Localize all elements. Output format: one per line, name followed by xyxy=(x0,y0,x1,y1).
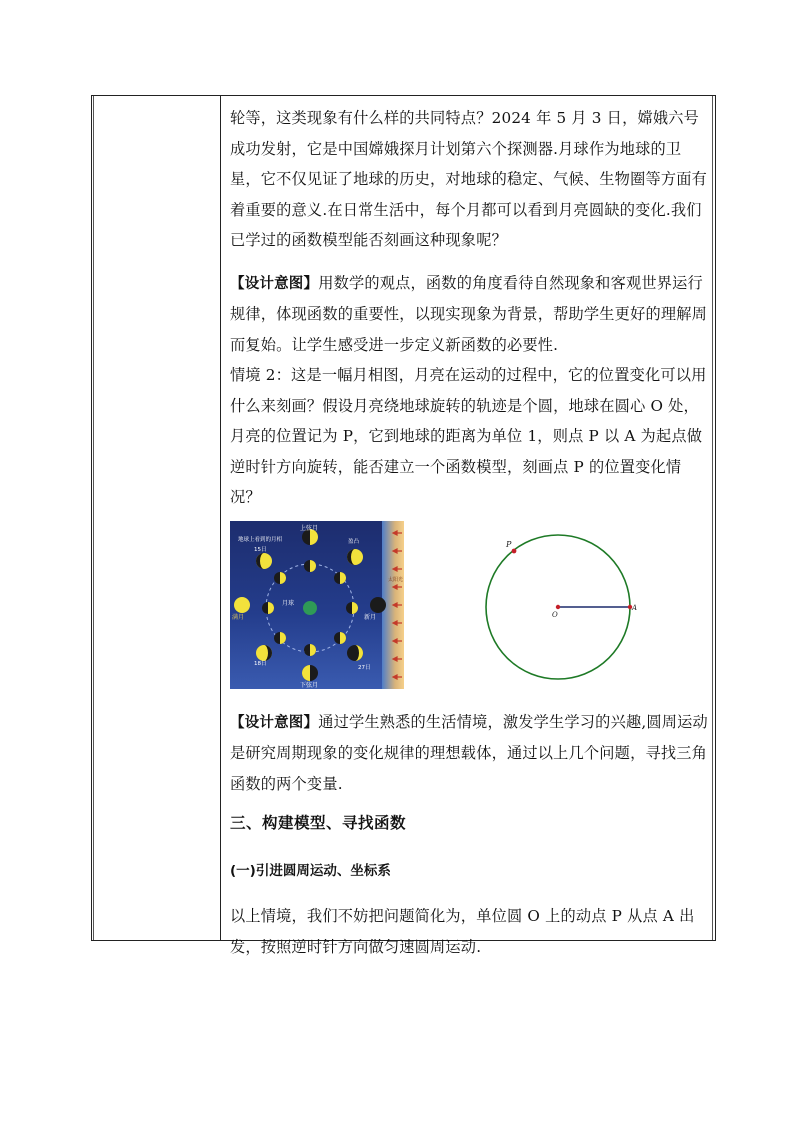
label-full-moon: 满月 xyxy=(232,613,245,621)
table-right-column xyxy=(222,96,715,956)
section-heading: 三、构建模型、寻找函数 xyxy=(230,814,407,832)
final-paragraph: 以上情境，我们不妨把问题简化为，单位圆 O 上的动点 P 从点 A 出发，按照逆时针方向做匀速圆周运动. xyxy=(230,907,695,956)
label-moon: 月球 xyxy=(282,599,295,607)
label-new-moon: 新月 xyxy=(364,613,377,621)
label-last-quarter: 下弦月 xyxy=(300,681,319,689)
new-moon-icon xyxy=(370,597,386,613)
label-a: A xyxy=(632,603,638,612)
subsection-heading: (一)引进圆周运动、坐标系 xyxy=(230,863,391,879)
label-day-15: 15日 xyxy=(254,546,267,553)
design-intent-text: 用数学的观点，函数的角度看待自然现象和客观世界运行规律，体现函数的重要性，以现实现象为背景，帮助学生更好的理解周而复始。让学生感受进一步定义新函数的必要性. xyxy=(230,273,708,354)
figures-row xyxy=(230,521,709,697)
label-sunlight: 太阳光 xyxy=(388,576,404,583)
content-table xyxy=(91,95,716,956)
design-intent-paragraph-1 xyxy=(230,268,709,361)
unit-circle-diagram xyxy=(478,527,638,687)
full-moon-icon xyxy=(234,597,250,613)
design-intent-text: 通过学生熟悉的生活情境，激发学生学习的兴趣,圆周运动是研究周期现象的变化规律的理想载体，通过以上几个问题，寻找三角函数的两个变量. xyxy=(230,712,708,793)
moon-phase-diagram xyxy=(230,521,404,689)
moon-phase-image xyxy=(230,521,404,689)
point-p xyxy=(512,548,517,553)
label-day-18: 18日 xyxy=(254,660,267,667)
label-p: P xyxy=(506,539,512,549)
design-intent-tag: 【设计意图】 xyxy=(230,714,319,731)
label-o: O xyxy=(552,610,558,619)
table-left-column xyxy=(92,96,221,940)
label-earth-view: 地球上看到的月相 xyxy=(238,536,283,543)
earth-icon xyxy=(303,601,317,615)
label-waxing-gibbous: 盈凸 xyxy=(348,538,360,545)
label-first-quarter: 上弦月 xyxy=(300,524,319,532)
point-o xyxy=(556,604,560,608)
scenario-2-paragraph: 情境 2：这是一幅月相图，月亮在运动的过程中，它的位置变化可以用什么来刻画？假设月亮绕地球旋转的轨迹是个圆，地球在圆心 O 处，月亮的位置记为 P，它到地球的距离为单位 1，则点 P 以 A 为起点做逆时针方向旋转，能否建立一个函数模型，刻画点 P 的位置变化情况？ xyxy=(230,366,707,506)
design-intent-tag: 【设计意图】 xyxy=(230,275,319,292)
intro-paragraph: 轮等，这类现象有什么样的共同特点？2024 年 5 月 3 日，嫦娥六号成功发射，它是中国嫦娥探月计划第六个探测器.月球作为地球的卫星，它不仅见证了地球的历史，对地球的稳定、气候、生物圈等方面有着重要的意义.在日常生活中，每个月都可以看到月亮圆缺的变化.我们已学过的函数模型能否刻画这种现象呢？ xyxy=(230,109,708,249)
sunlight-arrows xyxy=(393,531,402,679)
label-day-27: 27日 xyxy=(358,664,371,671)
design-intent-paragraph-2 xyxy=(230,707,709,800)
